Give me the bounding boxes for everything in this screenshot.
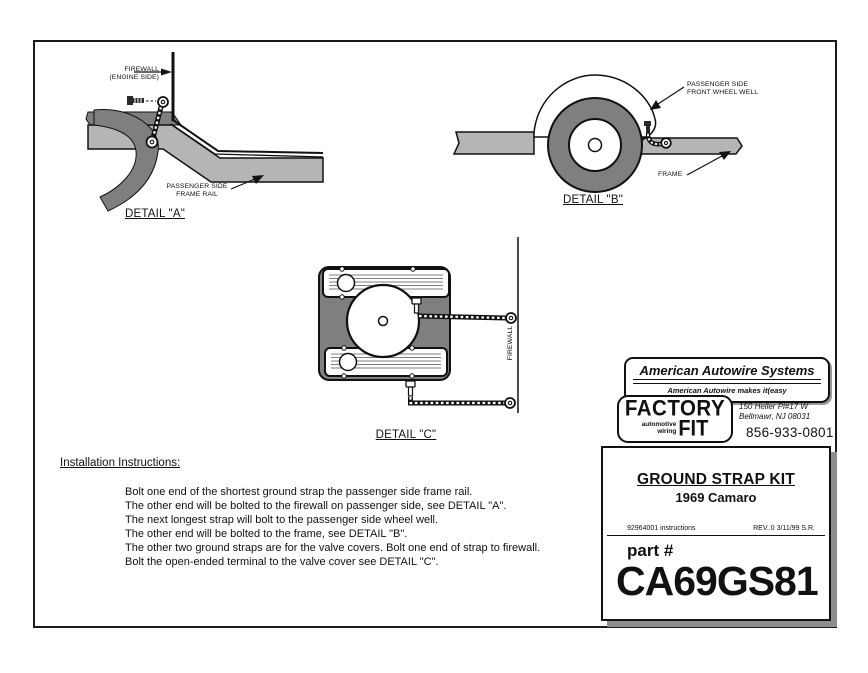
instructions-heading: Installation Instructions: xyxy=(60,457,181,469)
address-line: Bellmawr, NJ 08031 xyxy=(739,412,811,421)
detail-a-frame-rail-callout xyxy=(158,183,236,199)
callout-line: FRAME RAIL xyxy=(176,191,218,199)
detail-b-label: DETAIL "B" xyxy=(562,194,623,206)
double-rule xyxy=(633,379,821,384)
callout-line: PASSENGER SIDE xyxy=(166,183,228,190)
bolt-icon xyxy=(127,96,144,105)
frame-bar-left xyxy=(454,132,534,154)
revision-text: REV..0 3/11/99 S.R. xyxy=(753,525,815,532)
instruction-line: The other end will be bolted to the frame, see DETAIL "B". xyxy=(125,528,408,540)
logo-subtext-line: wiring xyxy=(657,428,677,436)
instruction-line: Bolt one end of the shortest ground strap the passenger side frame rail. xyxy=(125,486,473,498)
address-line: 150 Heller Pl#17 W xyxy=(739,402,808,411)
divider-rule xyxy=(607,535,825,536)
callout-line: (ENGINE SIDE) xyxy=(109,74,159,82)
kit-subtitle: 1969 Camaro xyxy=(675,490,757,505)
logo-fit-text: FIT xyxy=(678,416,709,441)
company-phone: 856-933-0801 xyxy=(746,425,834,440)
doc-number: 92964001 instructions xyxy=(627,525,696,532)
detail-c-firewall-callout: FIREWALL xyxy=(506,325,514,361)
factory-fit-logo xyxy=(617,395,733,443)
detail-a-label: DETAIL "A" xyxy=(124,208,185,220)
detail-c-drawing xyxy=(315,235,527,447)
company-address xyxy=(739,402,810,422)
instruction-line: The other end will be bolted to the firewall on passenger side, see DETAIL "A". xyxy=(125,500,507,512)
logo-bottom-row xyxy=(619,416,731,441)
kit-title: GROUND STRAP KIT xyxy=(637,471,795,488)
company-name: American Autowire Systems xyxy=(639,363,815,378)
tire xyxy=(548,98,642,192)
logo-subtext xyxy=(642,421,677,438)
part-number: CA69GS81 xyxy=(616,558,818,604)
company-tagline: American Autowire makes it(easy xyxy=(667,386,787,395)
logo-factory-text: FACTORY xyxy=(624,396,726,421)
callout-line: PASSENGER SIDE xyxy=(687,81,748,88)
wheel-well-arrow xyxy=(650,87,684,110)
part-number-box xyxy=(601,446,831,621)
air-cleaner xyxy=(347,285,419,357)
callout-line: FIREWALL xyxy=(124,66,159,73)
detail-b-wheel-well-callout xyxy=(687,81,777,97)
callout-line: FRONT WHEEL WELL xyxy=(687,89,759,97)
part-label: part # xyxy=(627,541,674,560)
detail-b-frame-callout: FRAME xyxy=(658,171,683,178)
instruction-line: The next longest strap will bolt to the passenger side wheel well. xyxy=(125,514,439,526)
instructions-list xyxy=(125,485,605,569)
instruction-line: The other two ground straps are for the valve covers. Bolt one end of strap to firewall. xyxy=(125,542,541,554)
ground-strap-bottom xyxy=(406,381,515,408)
instruction-line: Bolt the open-ended terminal to the valve cover see DETAIL "C". xyxy=(125,556,439,568)
detail-c-label: DETAIL "C" xyxy=(375,429,437,441)
detail-a-firewall-callout xyxy=(92,66,159,82)
logo-subtext-line: automotive xyxy=(641,421,677,429)
doc-revision-row xyxy=(627,525,815,532)
